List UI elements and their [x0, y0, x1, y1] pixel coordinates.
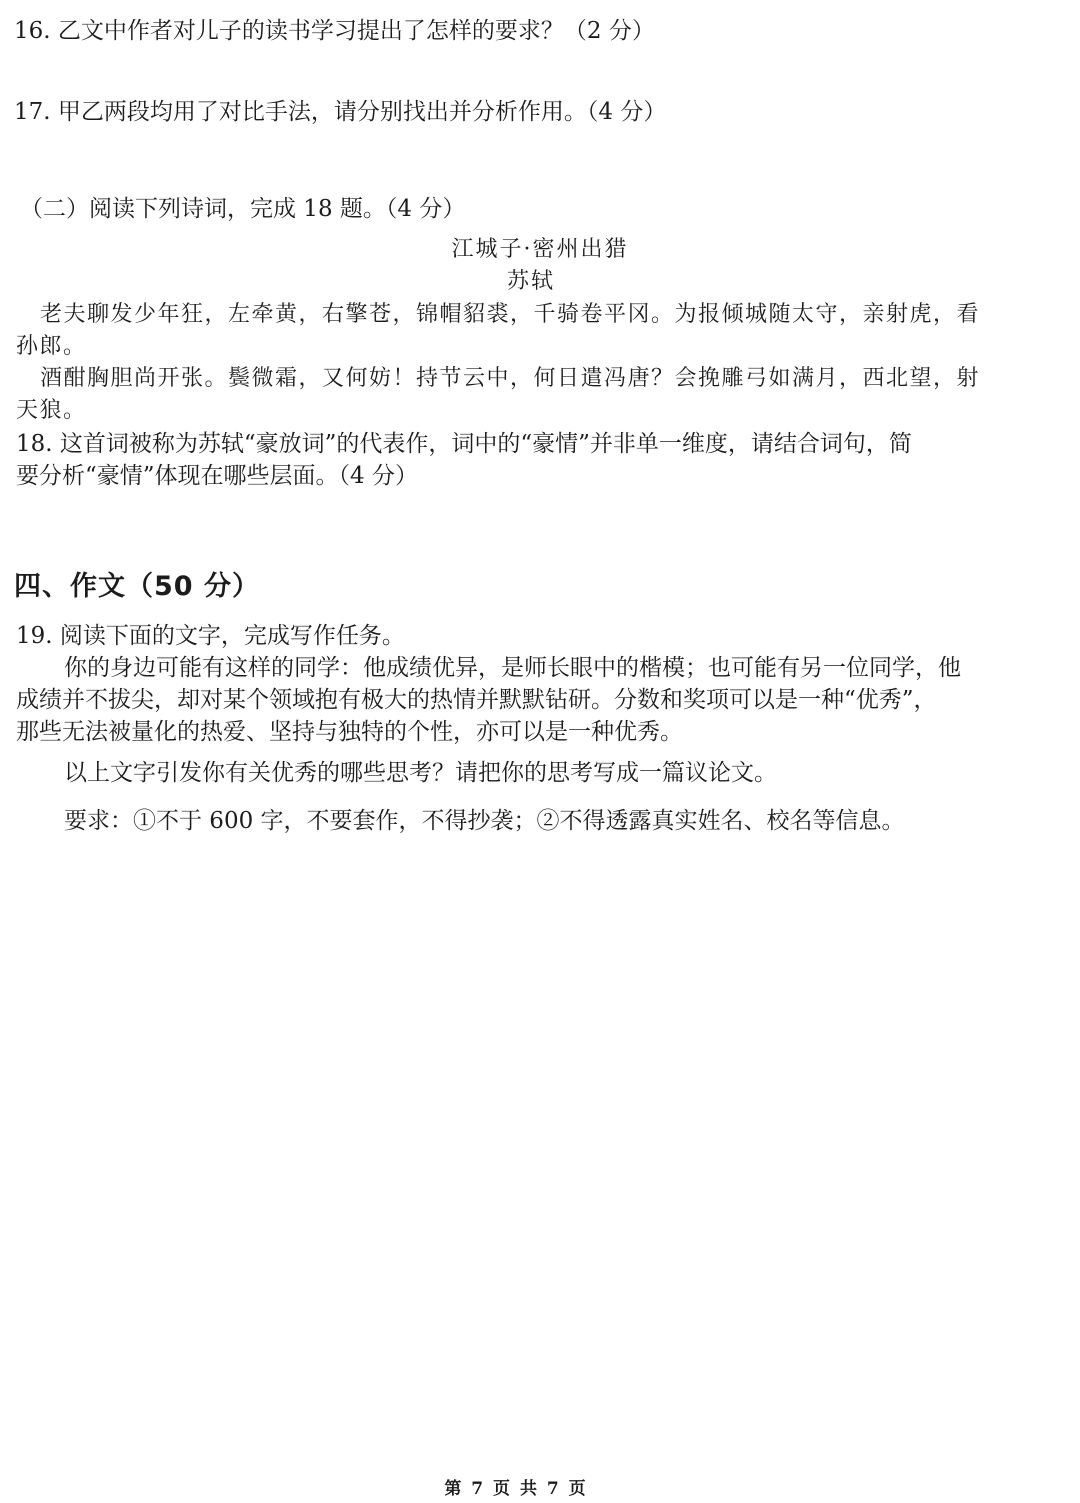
essay-material-line-3: 那些无法被量化的热爱、坚持与独特的个性，亦可以是一种优秀。: [16, 719, 683, 745]
part-two-instruction: （二）阅读下列诗词，完成 18 题。（4 分）: [20, 196, 466, 222]
essay-material-line-2: 成绩并不拔尖，却对某个领域抱有极大的热情并默默钻研。分数和奖项可以是一种“优秀”，: [16, 687, 937, 713]
poem-line-1: 老夫聊发少年狂，左牵黄，右擎苍，锦帽貂裘，千骑卷平冈。为报倾城随太守，亲射虎，看: [40, 302, 981, 327]
poem-title: 江城子·密州出猎: [451, 237, 629, 262]
question-19: 19. 阅读下面的文字，完成写作任务。: [16, 623, 405, 649]
poem-line-2: 孙郎。: [16, 334, 87, 359]
poem-line-4: 天狼。: [16, 398, 87, 423]
question-18-line-1: 18. 这首词被称为苏轼“豪放词”的代表作，词中的“豪情”并非单一维度，请结合词句，简: [16, 431, 912, 457]
essay-section-heading: 四、作文（50 分）: [14, 571, 260, 602]
question-18-line-2: 要分析“豪情”体现在哪些层面。（4 分）: [16, 463, 418, 489]
question-16: 16. 乙文中作者对儿子的读书学习提出了怎样的要求？（2 分）: [14, 18, 655, 44]
question-17: 17. 甲乙两段均用了对比手法，请分别找出并分析作用。（4 分）: [14, 99, 667, 125]
essay-requirements: 要求：①不于 600 字，不要套作，不得抄袭；②不得透露真实姓名、校名等信息。: [64, 808, 905, 834]
essay-prompt: 以上文字引发你有关优秀的哪些思考？请把你的思考写成一篇议论文。: [64, 760, 777, 786]
poem-line-3: 酒酣胸胆尚开张。鬓微霜，又何妨！持节云中，何日遣冯唐？会挽雕弓如满月，西北望，射: [40, 366, 981, 391]
page-number: 第 7 页 共 7 页: [444, 1479, 588, 1499]
essay-material-line-1: 你的身边可能有这样的同学：他成绩优异，是师长眼中的楷模；也可能有另一位同学，他: [64, 655, 961, 681]
poem-author: 苏轼: [506, 269, 555, 294]
